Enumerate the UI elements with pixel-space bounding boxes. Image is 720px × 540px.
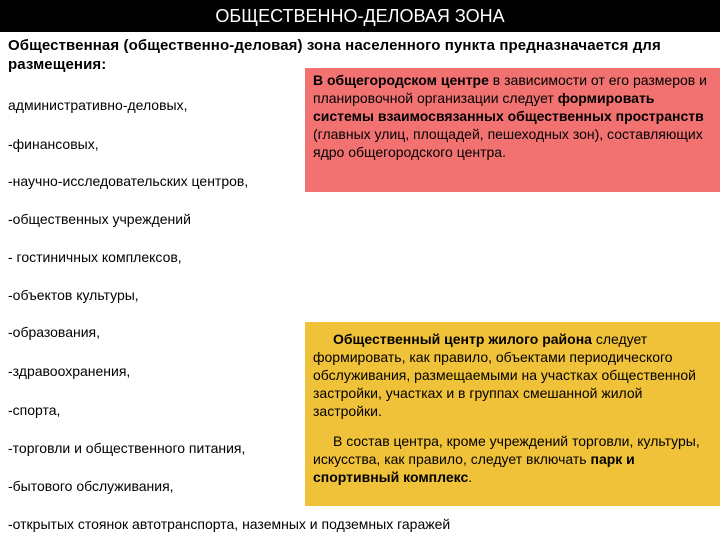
district-center-text: следует формировать, как правило, объектами периодического обслуживания, размещаемыми на участках общественной застройки, участках и в группах смешанной жилой застройки.	[313, 331, 697, 419]
district-center-note	[305, 322, 720, 506]
district-composition-end: .	[468, 469, 473, 485]
district-composition-emphasis: парк и спортивный комплекс	[313, 451, 635, 485]
list-item: -образования,	[8, 324, 101, 340]
list-item: -открытых стоянок автотранспорта, наземных и подземных гаражей	[8, 516, 451, 532]
list-item: -спорта,	[8, 402, 61, 418]
district-center-paragraph	[313, 330, 712, 420]
city-center-text-end: (главных улиц, площадей, пешеходных зон), составляющих ядро общегородского центра.	[313, 126, 703, 160]
list-item: административно-деловых,	[8, 97, 188, 113]
district-composition-text: В состав центра, кроме учреждений торговли, культуры, искусства, как правило, следует включать	[313, 433, 700, 467]
list-item: - гостиничных комплексов,	[8, 249, 182, 265]
list-item: -торговли и общественного питания,	[8, 440, 246, 456]
city-center-note	[305, 68, 720, 192]
list-item: -объектов культуры,	[8, 287, 139, 303]
city-center-emphasis: формировать системы взаимосвязанных общественных пространств	[313, 90, 704, 124]
list-item: -бытового обслуживания,	[8, 478, 174, 494]
list-item: -общественных учреждений	[8, 211, 191, 227]
city-center-heading: В общегородском центре	[313, 72, 489, 88]
city-center-text: в зависимости от его размеров и планировочной организации следует	[313, 72, 707, 106]
list-item: -научно-исследовательских центров,	[8, 173, 249, 189]
list-item: -здравоохранения,	[8, 363, 131, 379]
page-title: ОБЩЕСТВЕННО-ДЕЛОВАЯ ЗОНА	[0, 0, 720, 32]
district-composition-paragraph	[313, 432, 712, 486]
city-center-paragraph	[313, 71, 712, 161]
list-item: -финансовых,	[8, 136, 99, 152]
intro-text: Общественная (общественно-деловая) зона населенного пункта предназначается для размещения:	[8, 37, 661, 73]
district-center-heading: Общественный центр жилого района	[333, 331, 592, 347]
